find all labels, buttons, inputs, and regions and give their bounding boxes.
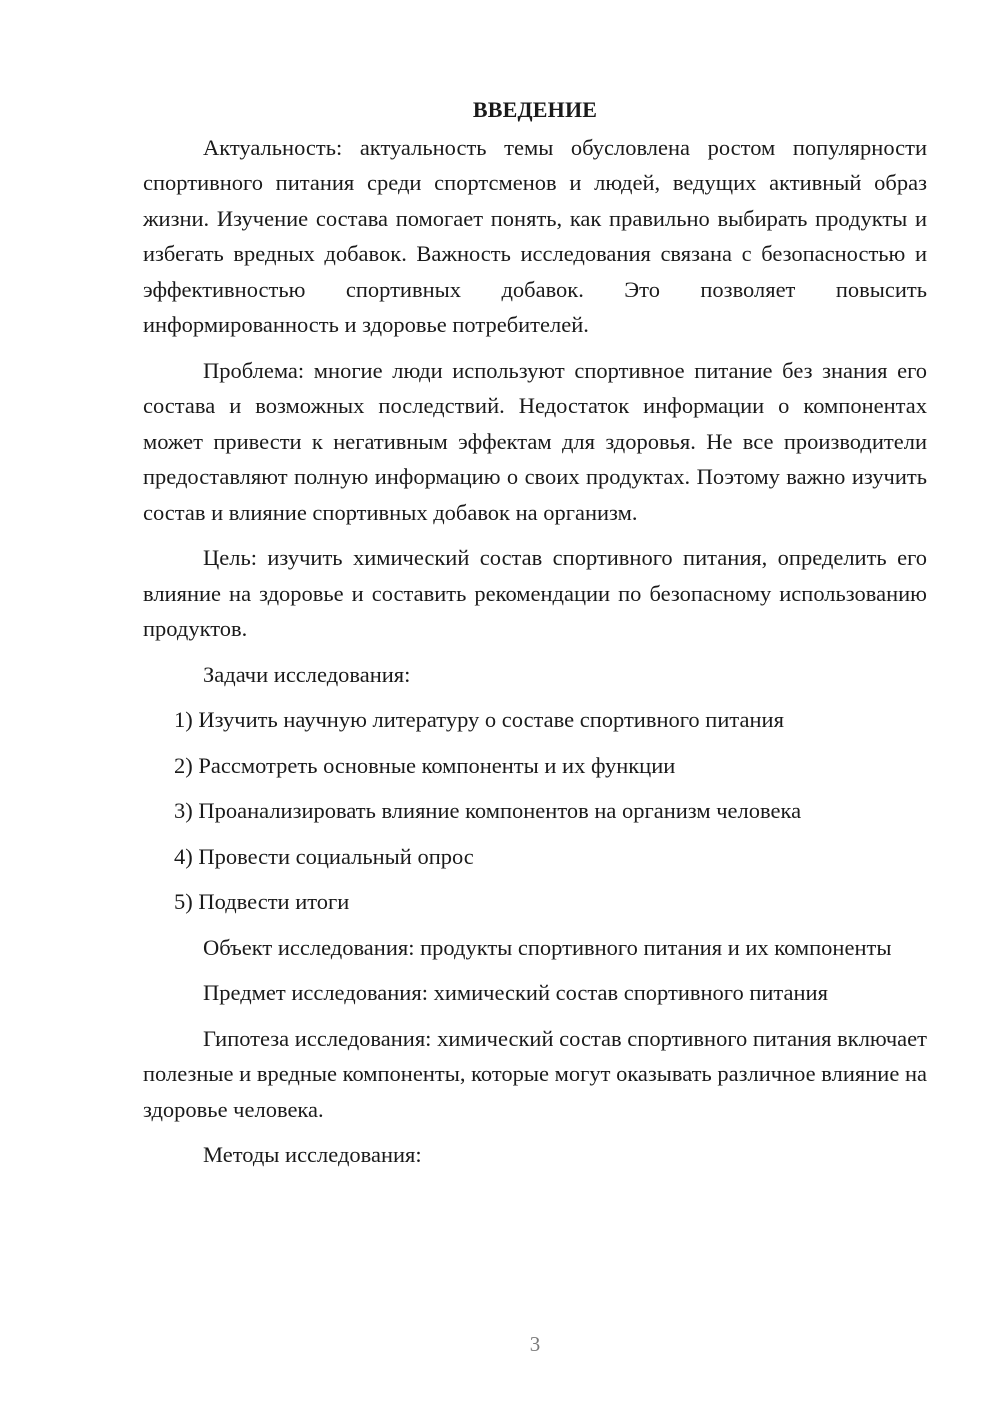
task-item: 3) Проанализировать влияние компонентов на организм человека [174, 798, 802, 823]
task-item: 1) Изучить научную литературу о составе спортивного питания [174, 707, 784, 732]
goal-paragraph: Цель: изучить химический состав спортивного питания, определить его влияние на здоровье и составить рекомендации по безопасному использованию продуктов. [143, 545, 927, 641]
task-item: 5) Подвести итоги [174, 889, 350, 914]
hypothesis-paragraph: Гипотеза исследования: химический состав спортивного питания включает полезные и вредные компоненты, которые могут оказывать различное влияние на здоровье человека. [143, 1025, 927, 1122]
methods-paragraph: Методы исследования: [203, 1142, 422, 1167]
page-title: ВВЕДЕНИЕ [472, 97, 598, 122]
page-content [143, 92, 927, 1183]
task-item: 4) Провести социальный опрос [174, 843, 474, 869]
tasks-heading: Задачи исследования: [203, 661, 411, 687]
task-item: 2) Рассмотреть основные компоненты и их функции [174, 752, 676, 778]
problem-paragraph: Проблема: многие люди используют спортивное питание без знания его состава и возможных последствий. Недостаток информации о компонентах может привести к негативным эффектам для здоровья. Не все производители предоставляют полную информацию о своих продуктах. Поэтому важно изучить состав и влияние спортивных добавок на организм. [143, 357, 927, 525]
object-paragraph: Объект исследования: продукты спортивного питания и их компоненты [203, 934, 892, 960]
subject-paragraph: Предмет исследования: химический состав спортивного питания [203, 980, 828, 1005]
tasks-list [143, 702, 927, 920]
relevance-paragraph: Актуальность: актуальность темы обусловлена ростом популярности спортивного питания среди спортсменов и людей, ведущих активный образ жизни. Изучение состава помогает понять, как правильно выбирать продукты и избегать вредных добавок. Важность исследования связана с безопасностью и эффективностью спортивных добавок. Это позволяет повысить информированность и здоровье потребителей. [143, 134, 927, 337]
page-number: 3 [529, 1332, 541, 1356]
